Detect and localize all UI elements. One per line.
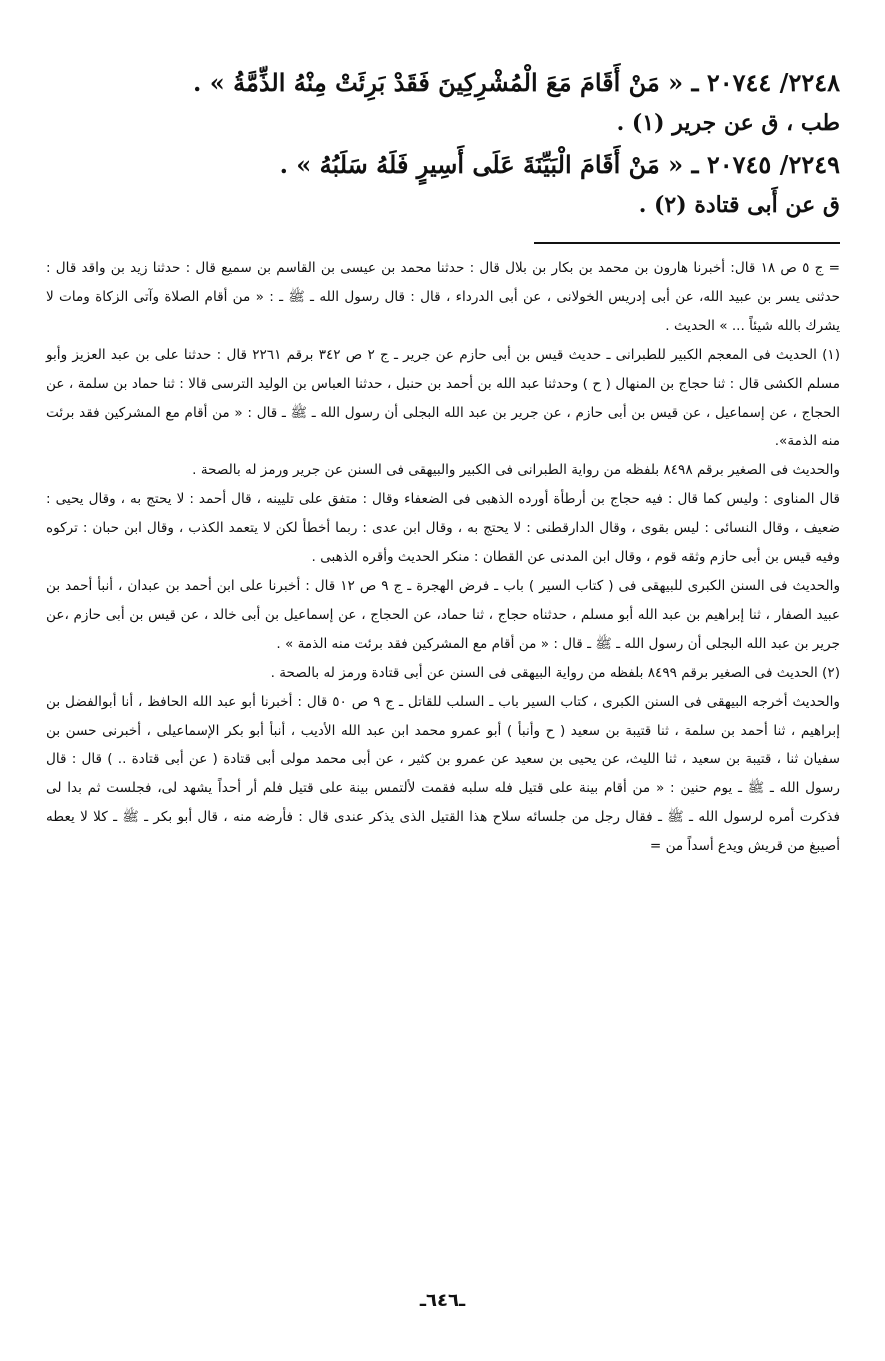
footnote-paragraph: والحديث أخرجه البيهقى فى السنن الكبرى ، كتاب السير باب ـ السلب للقاتل ـ ج ٩ ص ٥٠ قال : أخبرنا أبو عبد الله الحافظ ، أنا أبوالفضل بن إبراهيم ، ثنا أحمد بن سلمة ، ثنا قتيبة بن سعيد ( ح وأنبأ ) أبو عمرو محمد ابن عبد الله الأديب ، أنبأ أبو بكر الإسماعيلى ، أخبرنى حسن بن سفيان ثنا ، قتيبة بن سعيد ، ثنا الليث، عن يحيى بن سعيد عن عمرو بن كثير ، عن أبى محمد مولى أبى قتادة ( عن أبى قتادة .. ) قال : قال رسول الله ـ ﷺ ـ يوم حنين : « من أقام بينة على قتيل فله سلبه فقمت لألتمس بينة على قتيل فلم أر أحداً يشهد لى، فجلست ثم بدا لى فذكرت أمره لرسول الله ـ ﷺ ـ فقال رجل من جلسائه سلاح هذا القتيل الذى يذكر عندى قال : فأرضه منه ، قال أبو بكر ـ ﷺ ـ كلا لا يعطه أصيبغ من قريش ويدع أسداً من = [46,693,840,855]
hadith-text: ـ « مَنْ أَقَامَ الْبَيِّنَةَ عَلَى أَسِيرٍ فَلَهُ سَلَبُهُ » . [279,150,699,179]
footnote-paragraph: والحديث فى الصغير برقم ٨٤٩٨ بلفظه من رواية الطبرانى فى الكبير والبيهقى فى السنن عن جرير ورمز له بالصحة . [192,462,840,479]
footnotes [46,254,840,861]
hadith-text: ـ « مَنْ أَقَامَ مَعَ الْمُشْرِكِينَ فَقَدْ بَرِئَتْ مِنْهُ الذِّمَّةُ » . [193,68,699,97]
footnote-separator [534,242,840,244]
hadith-source: طب ، ق عن جرير (١) . [616,110,840,136]
footnote-paragraph: (١) الحديث فى المعجم الكبير للطبرانى ـ حديث قيس بن أبى حازم عن جرير ـ ج ٢ ص ٣٤٢ برقم ٢٢٦١ قال : حدثنا على بن عبد العزيز وأبو مسلم الكشى قال : ثنا حجاج بن المنهال ( ح ) وحدثنا عبد الله بن أحمد بن حنبل ، حدثنا العباس بن الوليد الترسى قالا : ثنا حماد بن سلمة ، عن الحجاج ، عن إسماعيل ، عن قيس بن أبى حازم ، عن جرير بن عبد الله البجلى أن رسول الله ـ ﷺ ـ قال : « من أقام مع المشركين فقد برئت منه الذمة». [46,346,841,450]
page-number: ـ٦٤٦ـ [419,1290,466,1311]
footnote-paragraph: (٢) الحديث فى الصغير برقم ٨٤٩٩ بلفظه من رواية البيهقى فى السنن عن أبى قتادة ورمز له بالصحة . [270,664,840,681]
hadith-entry-2248 [46,62,840,103]
footnote-paragraph: قال المناوى : وليس كما قال : فيه حجاج بن أرطأة أورده الذهبى فى الضعفاء وقال : متفق على تليينه ، قال أحمد : لا يحتج به ، وقال يحيى : ضعيف ، وقال النسائى : ليس بقوى ، وقال الدارقطنى : لا يحتج به ، وقال ابن عدى : ربما أخطأ لكن لا يتعمد الكذب ، وقال ابن حبان : تركوه وفيه قيس بن أبى حازم وثقه قوم ، وقال ابن المدنى عن القطان : منكر الحديث وأقره الذهبى . [46,491,840,566]
hadith-entry-2249 [46,144,840,185]
entry-number: ٢٢٤٩/ ٢٠٧٤٥ [706,150,840,179]
document-page [46,62,840,1322]
footnote-paragraph: = ج ٥ ص ١٨ قال: أخبرنا هارون بن محمد بن بكار بن بلال قال : حدثنا محمد بن عيسى بن القاسم بن سميع قال : حدثنا زيد بن واقد قال : حدثنى يسر بن عبيد الله، عن أبى إدريس الخولانى ، عن أبى الدرداء ، قال : قال رسول الله ـ ﷺ ـ : « من أقام الصلاة وآتى الزكاة ومات لا يشرك بالله شيئاً ... » الحديث . [46,260,841,334]
entry-number: ٢٢٤٨/ ٢٠٧٤٤ [706,68,840,97]
footnote-paragraph: والحديث فى السنن الكبرى للبيهقى فى ( كتاب السير ) باب ـ فرض الهجرة ـ ج ٩ ص ١٢ قال : أخبرنا على ابن أحمد بن عبدان ، أنبأ أحمد بن عبيد الصفار ، ثنا إبراهيم بن عبد الله أبو مسلم ، حدثناه حجاج ، ثنا حماد، عن الحجاج ، عن إسماعيل بن أبى خالد ، عن قيس بن أبى حازم ،عن جرير بن عبد الله البجلى أن رسول الله ـ ﷺ ـ قال : « من أقام مع المشركين فقد برئت منه الذمة » . [46,577,841,652]
hadith-source: ق عن أَبى قتادة (٢) . [638,192,840,218]
